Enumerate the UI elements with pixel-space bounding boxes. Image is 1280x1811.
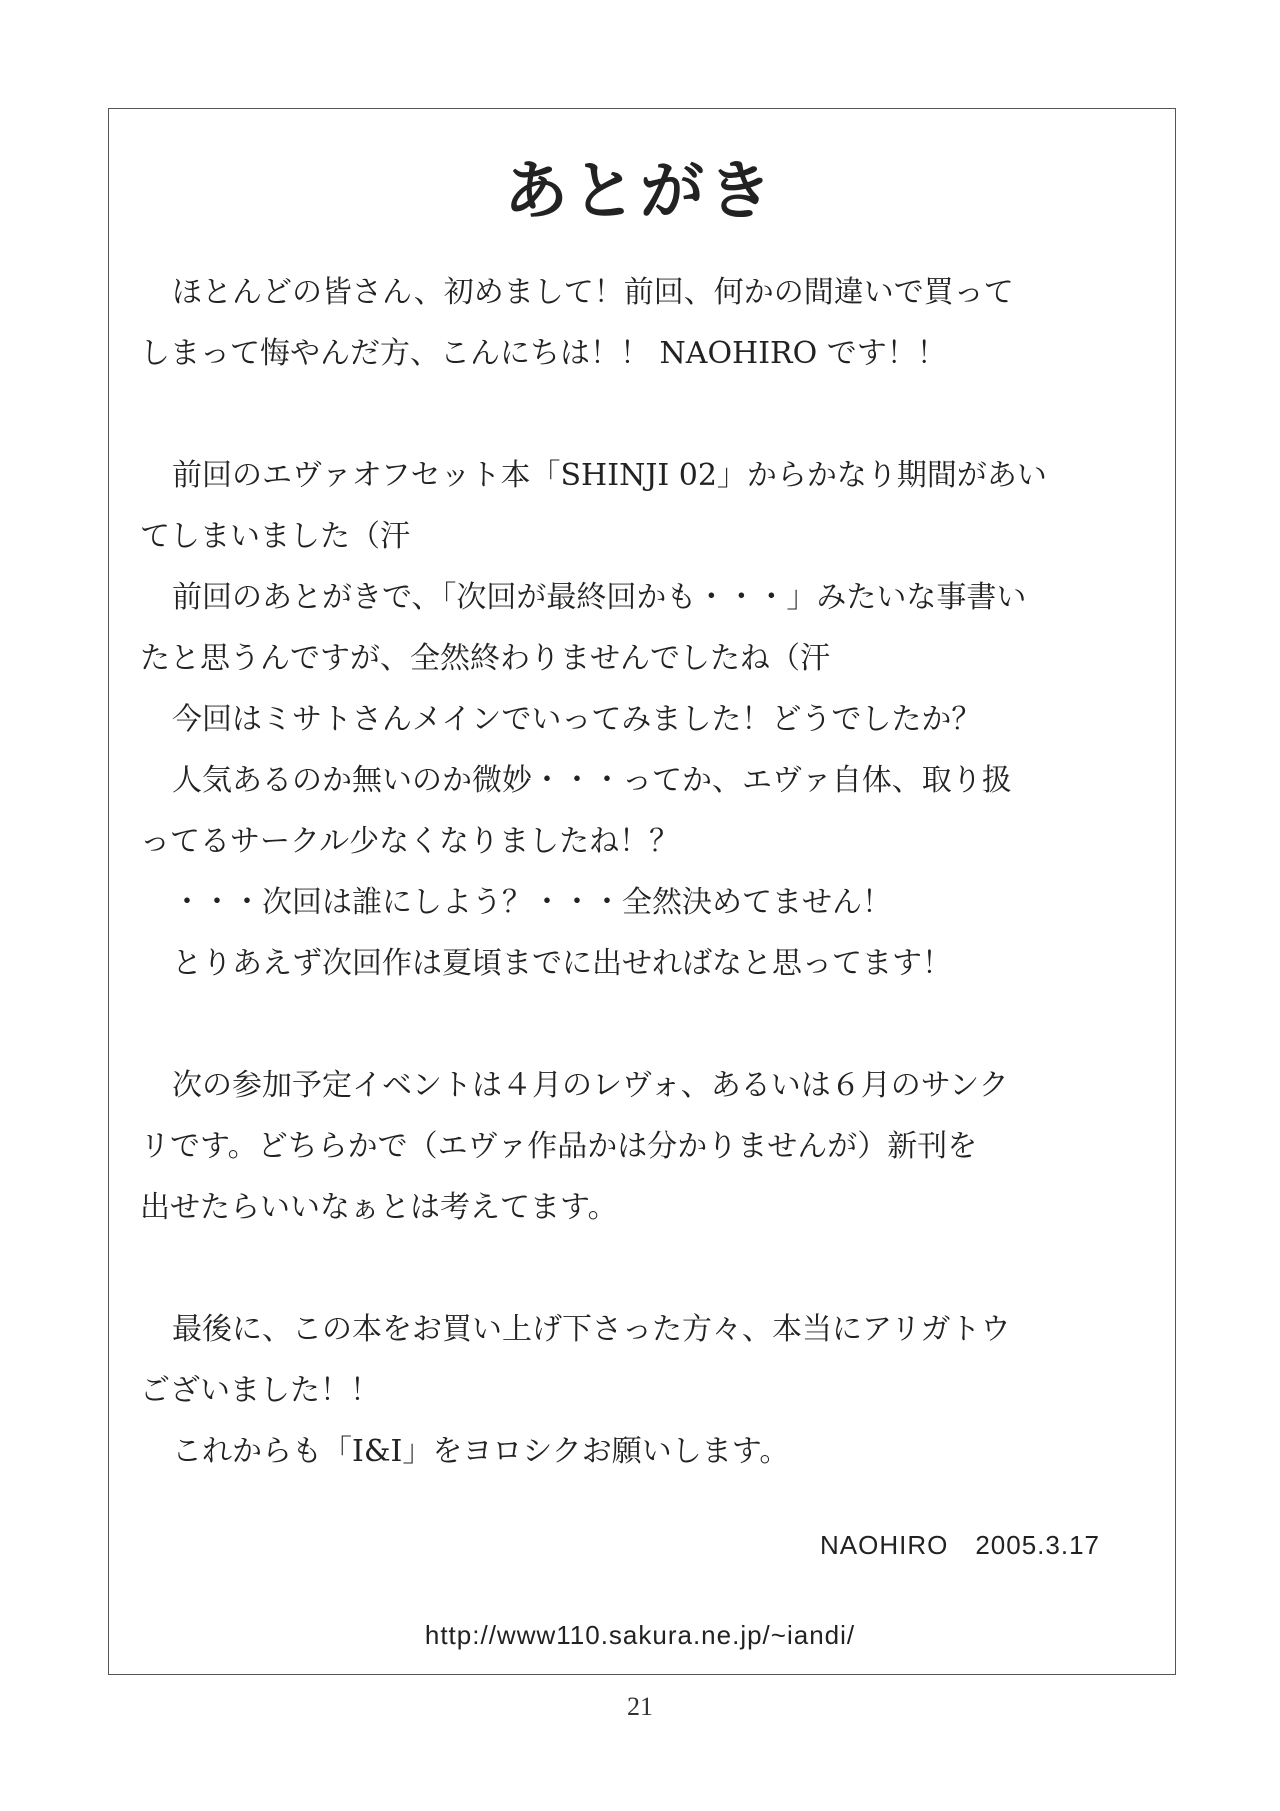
text-line: 前回のあとがきで、「次回が最終回かも・・・」みたいな事書い [172,580,1027,615]
page-number: 21 [627,1692,653,1721]
text-line: とりあえず次回作は夏頃までに出せればなと思ってます！ [172,946,952,981]
text-line: しまって悔やんだ方、こんにちは！！ NAOHIRO です！！ [140,336,947,371]
text-line: 前回のエヴァオフセット本「SHINJI 02」からかなり期間があい [172,458,1047,493]
website-url: http://www110.sakura.ne.jp/~iandi/ [424,1620,856,1650]
text-line: 人気あるのか無いのか微妙・・・ってか、エヴァ自体、取り扱 [172,763,1012,798]
afterword-body [140,262,1150,1482]
text-line: リです。どちらかで（エヴァ作品かは分かりませんが）新刊を [140,1129,978,1164]
text-line: 出せたらいいなぁとは考えてます。 [140,1190,618,1225]
text-line: ございました！！ [140,1373,380,1408]
page-title: あとがき [504,155,776,229]
paragraph-gap [140,1238,1150,1299]
text-line: これからも「I&I」をヨロシクお願いします。 [172,1434,790,1469]
text-line: てしまいました（汗 [140,519,410,554]
paragraph-gap [140,384,1150,445]
text-line: たと思うんですが、全然終わりませんでしたね（汗 [140,641,830,676]
text-line: ・・・次回は誰にしよう？・・・全然決めてません！ [172,885,892,920]
text-line: 今回はミサトさんメインでいってみました！どうでしたか？ [172,702,982,737]
text-line: 次の参加予定イベントは４月のレヴォ、あるいは６月のサンク [172,1068,1009,1103]
text-line: ほとんどの皆さん、初めまして！前回、何かの間違いで買って [172,275,1014,310]
paragraph-gap [140,994,1150,1055]
text-line: 最後に、この本をお買い上げ下さった方々、本当にアリガトウ [172,1312,1011,1347]
author-signature: NAOHIRO 2005.3.17 [819,1530,1100,1560]
text-line: ってるサークル少なくなりましたね！？ [140,824,680,859]
